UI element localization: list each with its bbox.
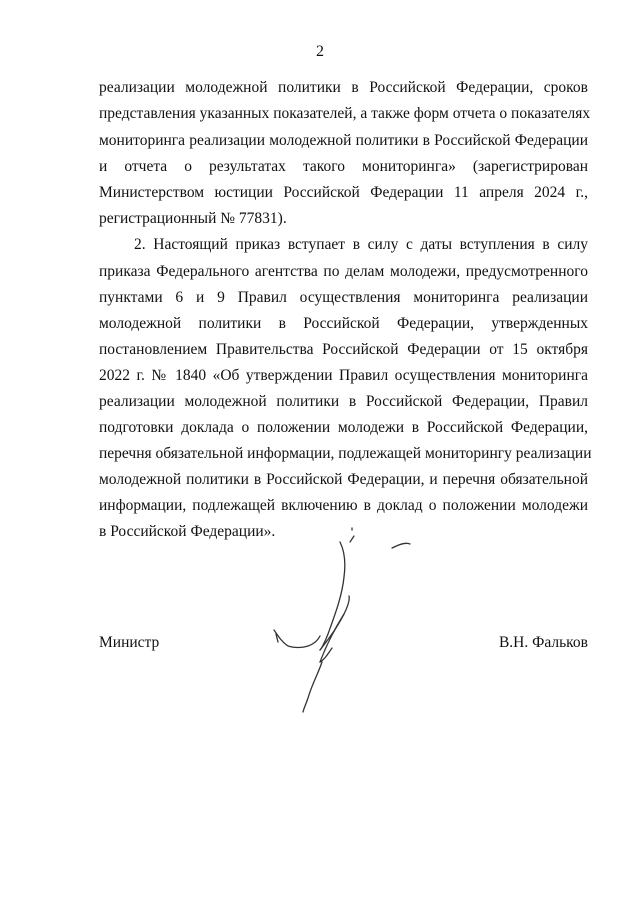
text-line: и отчета о результатах такого мониторинга» (зарегистрирован <box>99 158 588 175</box>
text-line: молодежной политики в Российской Федерации, и перечня обязательной <box>99 471 588 488</box>
text-line: представления указанных показателей, а также форм отчета о показателях <box>99 105 591 122</box>
text-line: постановлением Правительства Российской Федерации от 15 октября <box>99 341 588 358</box>
text-line: приказа Федерального агентства по делам молодежи, предусмотренного <box>99 263 588 280</box>
text-line: 2. Настоящий приказ вступает в силу с даты вступления в силу <box>134 236 588 253</box>
text-line: молодежной политики в Российской Федерации, утвержденных <box>99 315 588 332</box>
handwritten-signature <box>262 522 422 717</box>
text-line: информации, подлежащей включению в доклад о положении молодежи <box>99 497 588 514</box>
text-line: пунктами 6 и 9 Правил осуществления мониторинга реализации <box>99 289 588 306</box>
text-line: перечня обязательной информации, подлежащей мониторингу реализации <box>99 445 592 462</box>
page-number: 2 <box>316 43 324 60</box>
text-line: Министерством юстиции Российской Федерации 11 апреля 2024 г., <box>99 184 588 201</box>
text-line: в Российской Федерации». <box>99 523 276 540</box>
signatory-title: Министр <box>99 634 160 651</box>
text-line: реализации молодежной политики в Российской Федерации, сроков <box>99 79 588 96</box>
text-line: 2022 г. № 1840 «Об утверждении Правил осуществления мониторинга <box>99 367 588 384</box>
text-line: мониторинга реализации молодежной политики в Российской Федерации <box>99 132 588 149</box>
text-line: подготовки доклада о положении молодежи в Российской Федерации, <box>99 419 588 436</box>
text-line: регистрационный № 77831). <box>99 210 287 227</box>
text-line: реализации молодежной политики в Российской Федерации, Правил <box>99 393 588 410</box>
signatory-name: В.Н. Фальков <box>498 634 588 651</box>
